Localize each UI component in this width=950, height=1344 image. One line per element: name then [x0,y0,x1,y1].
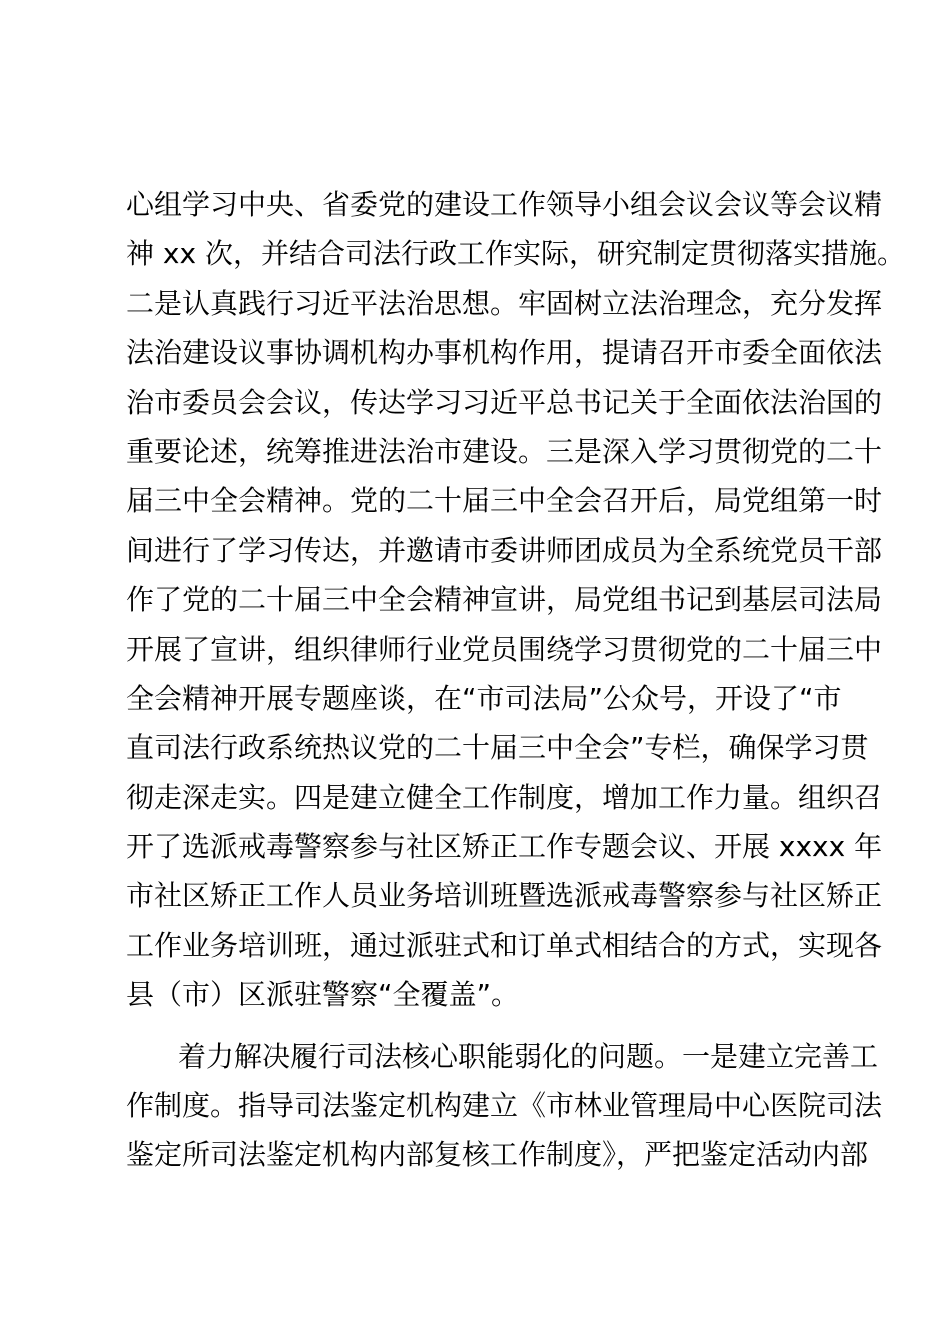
text-line: 开了选派戒毒警察参与社区矫正工作专题会议、开展 xxxx 年 [126,830,883,864]
text-line: 直司法行政系统热议党的二十届三中全会”专栏，确保学习贯 [126,731,869,765]
text-line: 作制度。指导司法鉴定机构建立《市林业管理局中心医院司法 [126,1089,883,1123]
text-line: 工作业务培训班，通过派驻式和订单式相结合的方式，实现各 [126,928,883,962]
text-line: 县（市）区派驻警察“全覆盖”。 [126,978,520,1012]
text-line: 市社区矫正工作人员业务培训班暨选派戒毒警察参与社区矫正 [126,879,883,913]
text-line: 着力解决履行司法核心职能弱化的问题。一是建立完善工 [178,1039,879,1073]
text-line: 法治建设议事协调机构办事机构作用，提请召开市委全面依法 [126,336,883,370]
text-line: 神 xx 次，并结合司法行政工作实际，研究制定贯彻落实措施。 [126,237,905,271]
text-line: 重要论述，统筹推进法治市建设。三是深入学习贯彻党的二十 [126,434,883,468]
text-line: 二是认真践行习近平法治思想。牢固树立法治理念，充分发挥 [126,286,883,320]
paragraph-2 [126,1032,883,1180]
text-line: 间进行了学习传达，并邀请市委讲师团成员为全系统党员干部 [126,533,883,567]
text-line: 开展了宣讲，组织律师行业党员围绕学习贯彻党的二十届三中 [126,632,883,666]
text-line: 鉴定所司法鉴定机构内部复核工作制度》，严把鉴定活动内部 [126,1138,869,1172]
text-line: 治市委员会会议，传达学习习近平总书记关于全面依法治国的 [126,385,883,419]
text-line: 全会精神开展专题座谈，在“市司法局”公众号，开设了“市 [126,681,842,715]
text-line: 彻走深走实。四是建立健全工作制度，增加工作力量。组织召 [126,780,883,814]
document-body [126,180,905,1180]
paragraph-1 [126,180,905,1020]
text-line: 届三中全会精神。党的二十届三中全会召开后，局党组第一时 [126,484,883,518]
text-line: 作了党的二十届三中全会精神宣讲，局党组书记到基层司法局 [126,583,883,617]
text-line: 心组学习中央、省委党的建设工作领导小组会议会议等会议精 [126,188,883,221]
